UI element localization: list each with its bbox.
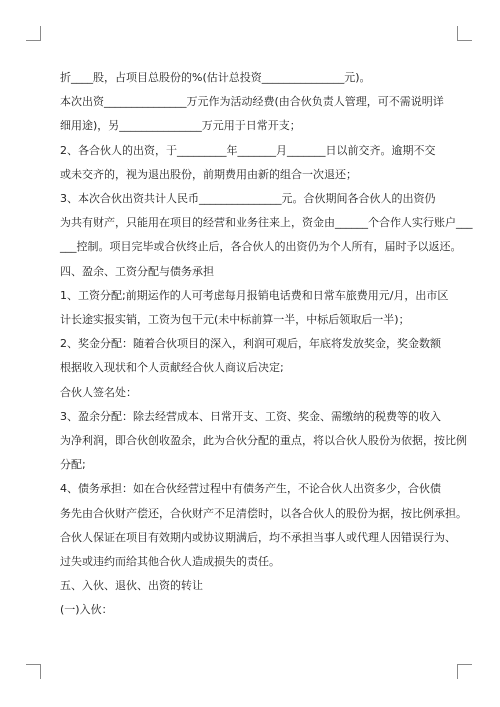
signature-label: 合伙人签名处： [60,385,137,399]
text-line: 3、盈余分配：除去经营成本、日常开支、工资、奖金、需缴纳的税费等的收入 [60,409,441,423]
text-line: 本次出资_______________万元作为活动经费(由合伙负责人管理，可不需说明详 [60,95,444,109]
section-heading: 五、入伙、退伙、出资的转让 [60,579,203,593]
text-line: ___控制。项目完毕或合伙终止后，各合伙人的出资仍为个人所有，届时予以返还。 [60,240,462,254]
text-line: 折____股，占项目总股份的%(估计总投资_______________元)。 [60,71,371,84]
crop-mark-bottom-left [26,664,41,679]
crop-mark-top-right [457,26,472,41]
text-line: 细用途)，另_______________万元用于日常开支； [60,119,301,133]
text-line: 或未交齐的，视为退出股份，前期费用由新的组合一次退还； [60,167,357,181]
text-line: 3、本次合伙出资共计人民币_______________元。合伙期间各合伙人的出资仍 [60,192,436,206]
text-line: 合伙人保证在项目有效期内或协议期满后，均不承担当事人或代理人因错误行为、 [60,530,456,544]
text-line: 根据收入现状和个人贡献经合伙人商议后决定; [60,361,284,375]
section-heading: 四、盈余、工资分配与债务承担 [60,264,214,278]
text-line: 务先由合伙财产偿还，合伙财产不足清偿时，以各合伙人的股份为据，按比例承担。 [60,506,467,520]
text-line: 过失或违约而给其他合伙人造成损失的责任。 [60,555,280,569]
text-line: 2、各合伙人的出资，于_________年_______月_______日以前交齐。逾期不交 [60,143,436,157]
text-line: 1、工资分配;前期运作的人可考虑每月报销电话费和日常车旅费用元/月，出市区 [60,288,449,302]
document-body [60,66,473,623]
text-line: 4、债务承担：如在合伙经营过程中有债务产生，不论合伙人出资多少，合伙债 [60,482,441,496]
text-line: 分配; [60,458,86,472]
text-line: 为共有财产，只能用在项目的经营和业务往来上，资金由______个合作人实行账户___ [60,216,473,230]
crop-mark-top-left [26,26,41,41]
text-line: 计长途实报实销，工资为包干元(未中标前算一半，中标后领取后一半)； [60,313,410,327]
subsection-heading: (一)入伙： [60,603,113,617]
text-line: 2、奖金分配：随着合伙项目的深入，利润可观后，年底将发放奖金，奖金数额 [60,337,441,351]
text-line: 为净利润，即合伙创收盈余，此为合伙分配的重点，将以合伙人股份为依据，按比例 [60,434,467,448]
crop-mark-bottom-right [457,664,472,679]
